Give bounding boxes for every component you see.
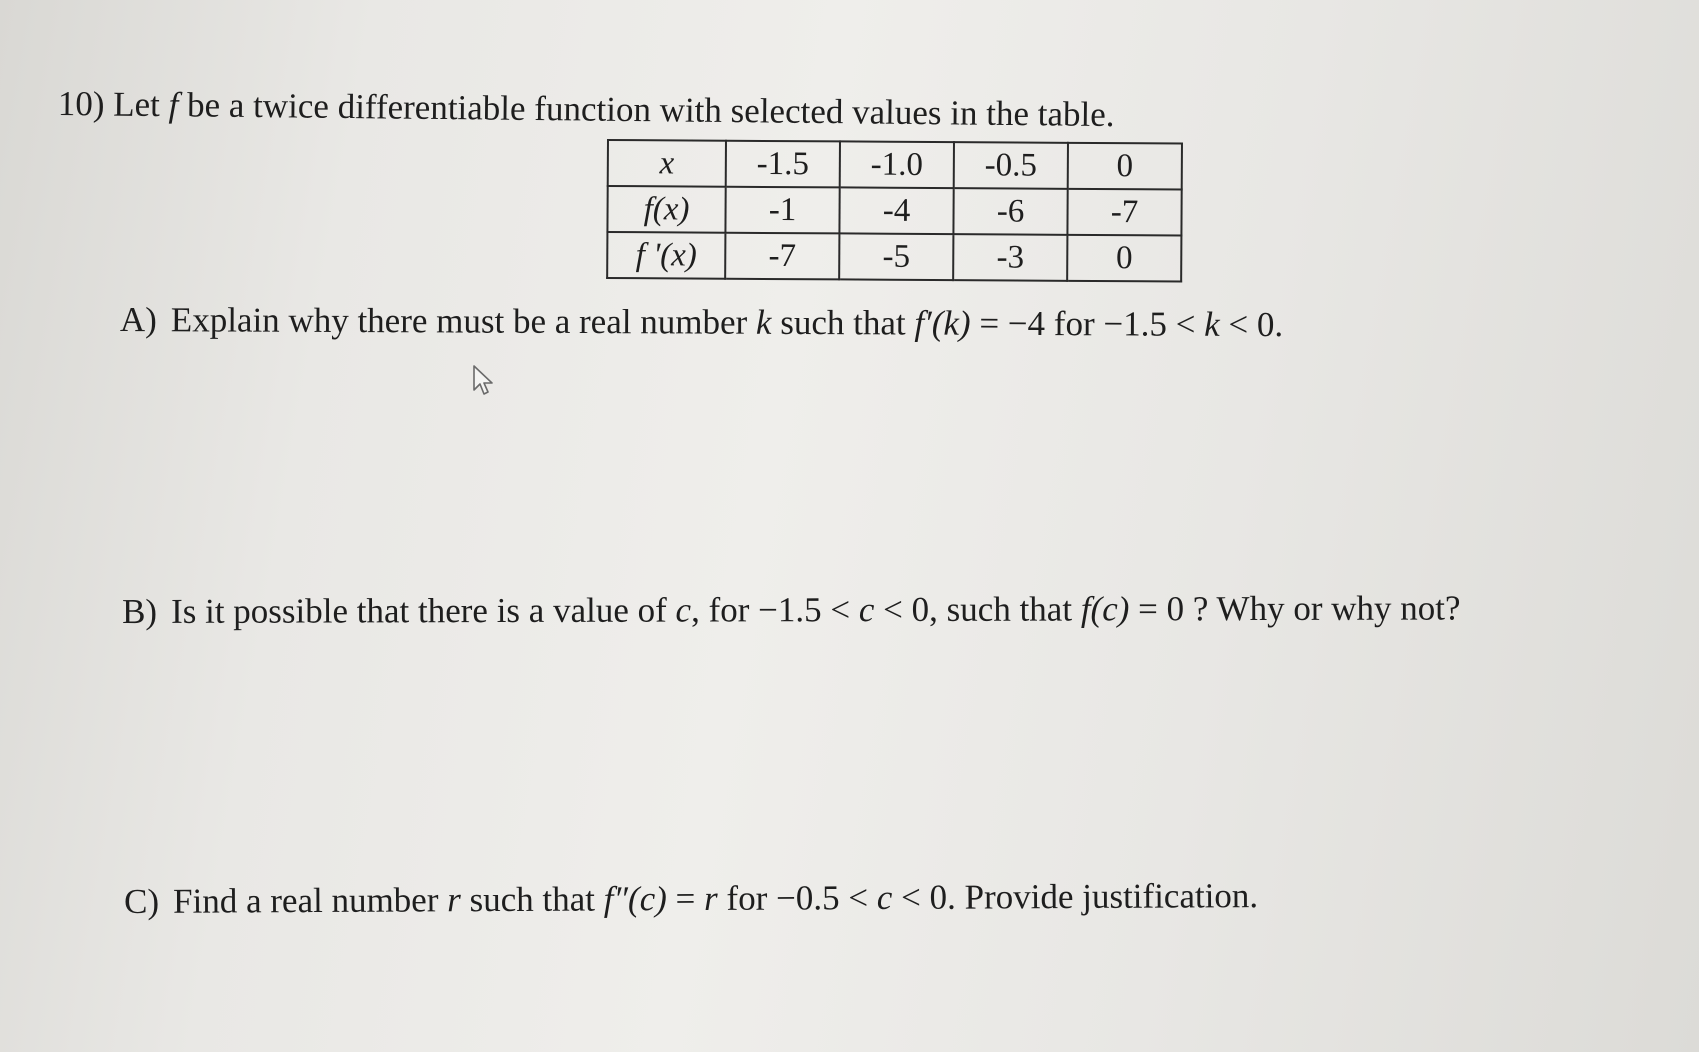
problem-text-start: Let	[113, 84, 169, 125]
table-row-fprime	[607, 232, 1181, 282]
table-cell: -7	[725, 233, 839, 280]
var-c: c	[858, 590, 875, 630]
part-b-text: , for −1.5 <	[691, 590, 859, 630]
problem-number: 10)	[57, 84, 105, 124]
part-c-text: Find a real number	[172, 880, 448, 921]
var-r: r	[703, 878, 718, 918]
part-b-text: = 0 ? Why or why not?	[1129, 588, 1461, 629]
table-header-x: x	[608, 140, 726, 187]
mouse-pointer-icon	[472, 364, 496, 398]
part-c-text: =	[666, 878, 705, 919]
var-k: k	[755, 302, 772, 342]
var-r: r	[447, 880, 461, 920]
part-a-text: Explain why there must be a real number	[170, 300, 757, 342]
part-b-text: Is it possible that there is a value of	[170, 590, 676, 631]
function-expression: f(c)	[1080, 589, 1130, 629]
table-cell: -7	[1067, 189, 1181, 236]
part-a-text: = −4 for −1.5 <	[970, 303, 1205, 344]
problem-text-end: be a twice differentiable function with selected values in the table.	[178, 85, 1115, 135]
table-cell: -5	[839, 233, 953, 280]
values-table	[606, 139, 1183, 283]
table-cell: -0.5	[954, 142, 1068, 189]
part-a-text: < 0.	[1219, 304, 1284, 345]
problem-statement	[57, 84, 1115, 135]
var-k: k	[1204, 304, 1220, 344]
function-symbol: f	[168, 85, 179, 125]
table-cell: 0	[1067, 235, 1181, 282]
derivative-expression: f′(k)	[914, 303, 971, 343]
table-cell: -3	[953, 234, 1067, 281]
table-cell: -4	[839, 187, 953, 234]
second-derivative-expression: f″(c)	[603, 879, 667, 919]
table-cell: 0	[1068, 143, 1182, 190]
part-b-label: B)	[121, 591, 158, 631]
part-c-text: for −0.5 <	[717, 878, 877, 918]
part-c-text: such that	[460, 879, 604, 920]
part-c-label: C)	[123, 881, 160, 921]
table-header-fprime: f '(x)	[607, 232, 725, 279]
table-cell: -1.0	[840, 141, 954, 188]
part-b	[122, 590, 1461, 629]
table-header-fx: f(x)	[607, 186, 725, 233]
table-cell: -6	[953, 188, 1067, 235]
part-b-text: < 0, such that	[874, 589, 1081, 630]
table-cell: -1.5	[726, 141, 840, 188]
part-a-text: such that	[771, 302, 915, 343]
part-a	[119, 300, 1284, 345]
part-a-label: A)	[119, 300, 157, 340]
var-c: c	[675, 590, 692, 630]
var-c: c	[876, 877, 893, 918]
table-row-fx	[607, 186, 1181, 236]
table-cell: -1	[725, 187, 839, 234]
part-c	[124, 878, 1258, 919]
part-c-text: < 0. Provide justification.	[892, 876, 1259, 917]
table-row-x	[608, 140, 1182, 190]
